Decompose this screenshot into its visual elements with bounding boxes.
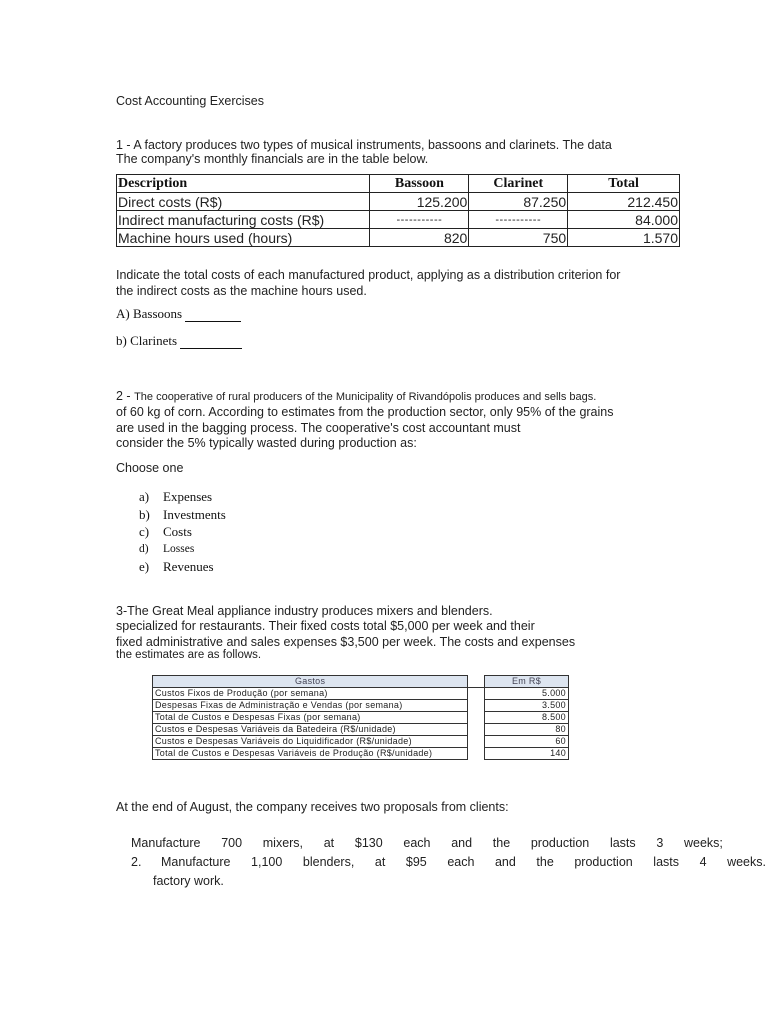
row-bassoon-value: 125.200 [370, 193, 469, 211]
row-total-value: 212.450 [568, 193, 680, 211]
row-bassoon-value: ----------- [370, 211, 469, 229]
proposal-word: the [536, 855, 554, 869]
proposal-word: $130 [354, 836, 383, 850]
proposal-2 [161, 855, 766, 870]
row-clarinet-value: 750 [469, 229, 568, 247]
q2-text-line-2: of 60 kg of corn. According to estimates from the production sector, only 95% of the grains [116, 405, 614, 419]
header-description: Description [117, 175, 370, 193]
q1-instruction-line-1: Indicate the total costs of each manufactured product, applying as a distribution criterion for [116, 268, 621, 282]
table-row [117, 193, 680, 211]
proposal-word: lasts [609, 836, 636, 850]
row-description: Machine hours used (hours) [117, 229, 370, 247]
option-text: Losses [163, 543, 195, 555]
q3-text-line-2: specialized for restaurants. Their fixed costs total $5,000 per week and their [116, 619, 535, 633]
q2-number: 2 - [116, 389, 135, 403]
proposal-word: 4 [699, 855, 707, 869]
answer-b-label: b) Clarinets [116, 333, 178, 348]
header-em-rs: Em R$ [485, 676, 569, 688]
proposal-word: Manufacture [161, 855, 231, 869]
row-description: Direct costs (R$) [117, 193, 370, 211]
row-label: Total de Custos e Despesas Fixas (por semana) [153, 712, 468, 724]
q3-text-line-4: the estimates are as follows. [116, 649, 262, 661]
q1-text-line-2: The company's monthly financials are in the table below. [116, 152, 429, 166]
option-b[interactable] [139, 507, 226, 522]
row-value: 5.000 [485, 688, 569, 700]
header-clarinet: Clarinet [469, 175, 568, 193]
q2-line-1-text: The cooperative of rural producers of the Municipality of Rivandópolis produces and sells bags. [134, 391, 597, 403]
row-clarinet-value: ----------- [469, 211, 568, 229]
proposal-word: each [403, 836, 431, 850]
proposal-word: weeks. [727, 855, 766, 869]
option-label: d) [139, 543, 149, 555]
option-label: b) [139, 507, 150, 522]
proposal-word: production [574, 855, 633, 869]
row-value: 60 [485, 736, 569, 748]
option-label: e) [139, 559, 150, 574]
table-row [153, 724, 569, 736]
option-d[interactable] [139, 542, 194, 557]
proposal-2-continuation: factory work. [153, 874, 224, 888]
q1-text-line-1: 1 - A factory produces two types of musical instruments, bassoons and clarinets. The data [116, 138, 612, 152]
row-value: 80 [485, 724, 569, 736]
table-row [153, 748, 569, 760]
row-bassoon-value: 820 [370, 229, 469, 247]
proposal-word: at [323, 836, 335, 850]
proposal-word: production [530, 836, 590, 850]
row-label: Custos e Despesas Variáveis da Batedeira (R$/unidade) [153, 724, 468, 736]
q3-august-text: At the end of August, the company receives two proposals from clients: [116, 800, 509, 814]
option-text: Costs [163, 524, 192, 539]
table-row [153, 688, 569, 700]
proposal-word: each [447, 855, 475, 869]
document-title: Cost Accounting Exercises [116, 94, 264, 108]
proposal-word: and [494, 855, 516, 869]
q2-text-line-4: consider the 5% typically wasted during production as: [116, 436, 417, 450]
row-label: Despesas Fixas de Administração e Vendas (por semana) [153, 700, 468, 712]
header-total: Total [568, 175, 680, 193]
q1-answer-b [116, 333, 242, 349]
proposal-word: lasts [653, 855, 679, 869]
q1-instruction-line-2: the indirect costs as the machine hours used. [116, 284, 367, 298]
table-row [117, 229, 680, 247]
header-gastos: Gastos [153, 676, 468, 688]
table-row [117, 211, 680, 229]
option-text: Revenues [163, 559, 214, 574]
q3-expenses-table [152, 675, 569, 760]
proposal-word: at [374, 855, 386, 869]
proposal-word: mixers, [262, 836, 304, 850]
row-label: Custos e Despesas Variáveis do Liquidificador (R$/unidade) [153, 736, 468, 748]
proposal-word: 700 [221, 836, 243, 850]
proposal-word: Manufacture [131, 836, 201, 850]
q3-text-line-1: 3-The Great Meal appliance industry produces mixers and blenders. [116, 604, 493, 618]
row-description: Indirect manufacturing costs (R$) [117, 211, 370, 229]
row-total-value: 84.000 [568, 211, 680, 229]
answer-a-label: A) Bassoons [116, 306, 183, 321]
proposal-word: 3 [656, 836, 664, 850]
table-row [153, 736, 569, 748]
q2-choose-one: Choose one [116, 461, 184, 475]
answer-b-blank[interactable] [180, 333, 242, 349]
row-total-value: 1.570 [568, 229, 680, 247]
q2-text-line-1 [116, 389, 596, 404]
proposal-2-number: 2. [131, 855, 142, 869]
proposal-word: weeks; [684, 836, 723, 850]
table-row [153, 712, 569, 724]
table-row [153, 700, 569, 712]
row-label: Total de Custos e Despesas Variáveis de Produção (R$/unidade) [153, 748, 468, 760]
row-value: 3.500 [485, 700, 569, 712]
option-label: a) [139, 489, 150, 504]
row-label: Custos Fixos de Produção (por semana) [153, 688, 468, 700]
proposal-word: blenders, [302, 855, 355, 869]
proposal-word: 1,100 [251, 855, 283, 869]
q1-cost-table [116, 174, 680, 247]
row-value: 140 [485, 748, 569, 760]
option-a[interactable] [139, 489, 212, 504]
q1-table-header-row [117, 175, 680, 193]
proposal-word: $95 [405, 855, 427, 869]
row-value: 8.500 [485, 712, 569, 724]
q1-answer-a [116, 306, 241, 322]
header-bassoon: Bassoon [370, 175, 469, 193]
answer-a-blank[interactable] [185, 306, 241, 322]
option-label: c) [139, 524, 150, 539]
q3-table-header-row [153, 676, 569, 688]
row-clarinet-value: 87.250 [469, 193, 568, 211]
option-c[interactable] [139, 524, 192, 539]
proposal-word: and [451, 836, 473, 850]
option-text: Expenses [163, 489, 213, 504]
proposal-1 [131, 836, 723, 851]
proposal-word: the [492, 836, 511, 850]
option-e[interactable] [139, 559, 214, 574]
option-text: Investments [163, 507, 226, 522]
q3-text-line-3: fixed administrative and sales expenses $3,500 per week. The costs and expenses [116, 635, 576, 649]
q2-text-line-3: are used in the bagging process. The cooperative's cost accountant must [116, 421, 521, 435]
